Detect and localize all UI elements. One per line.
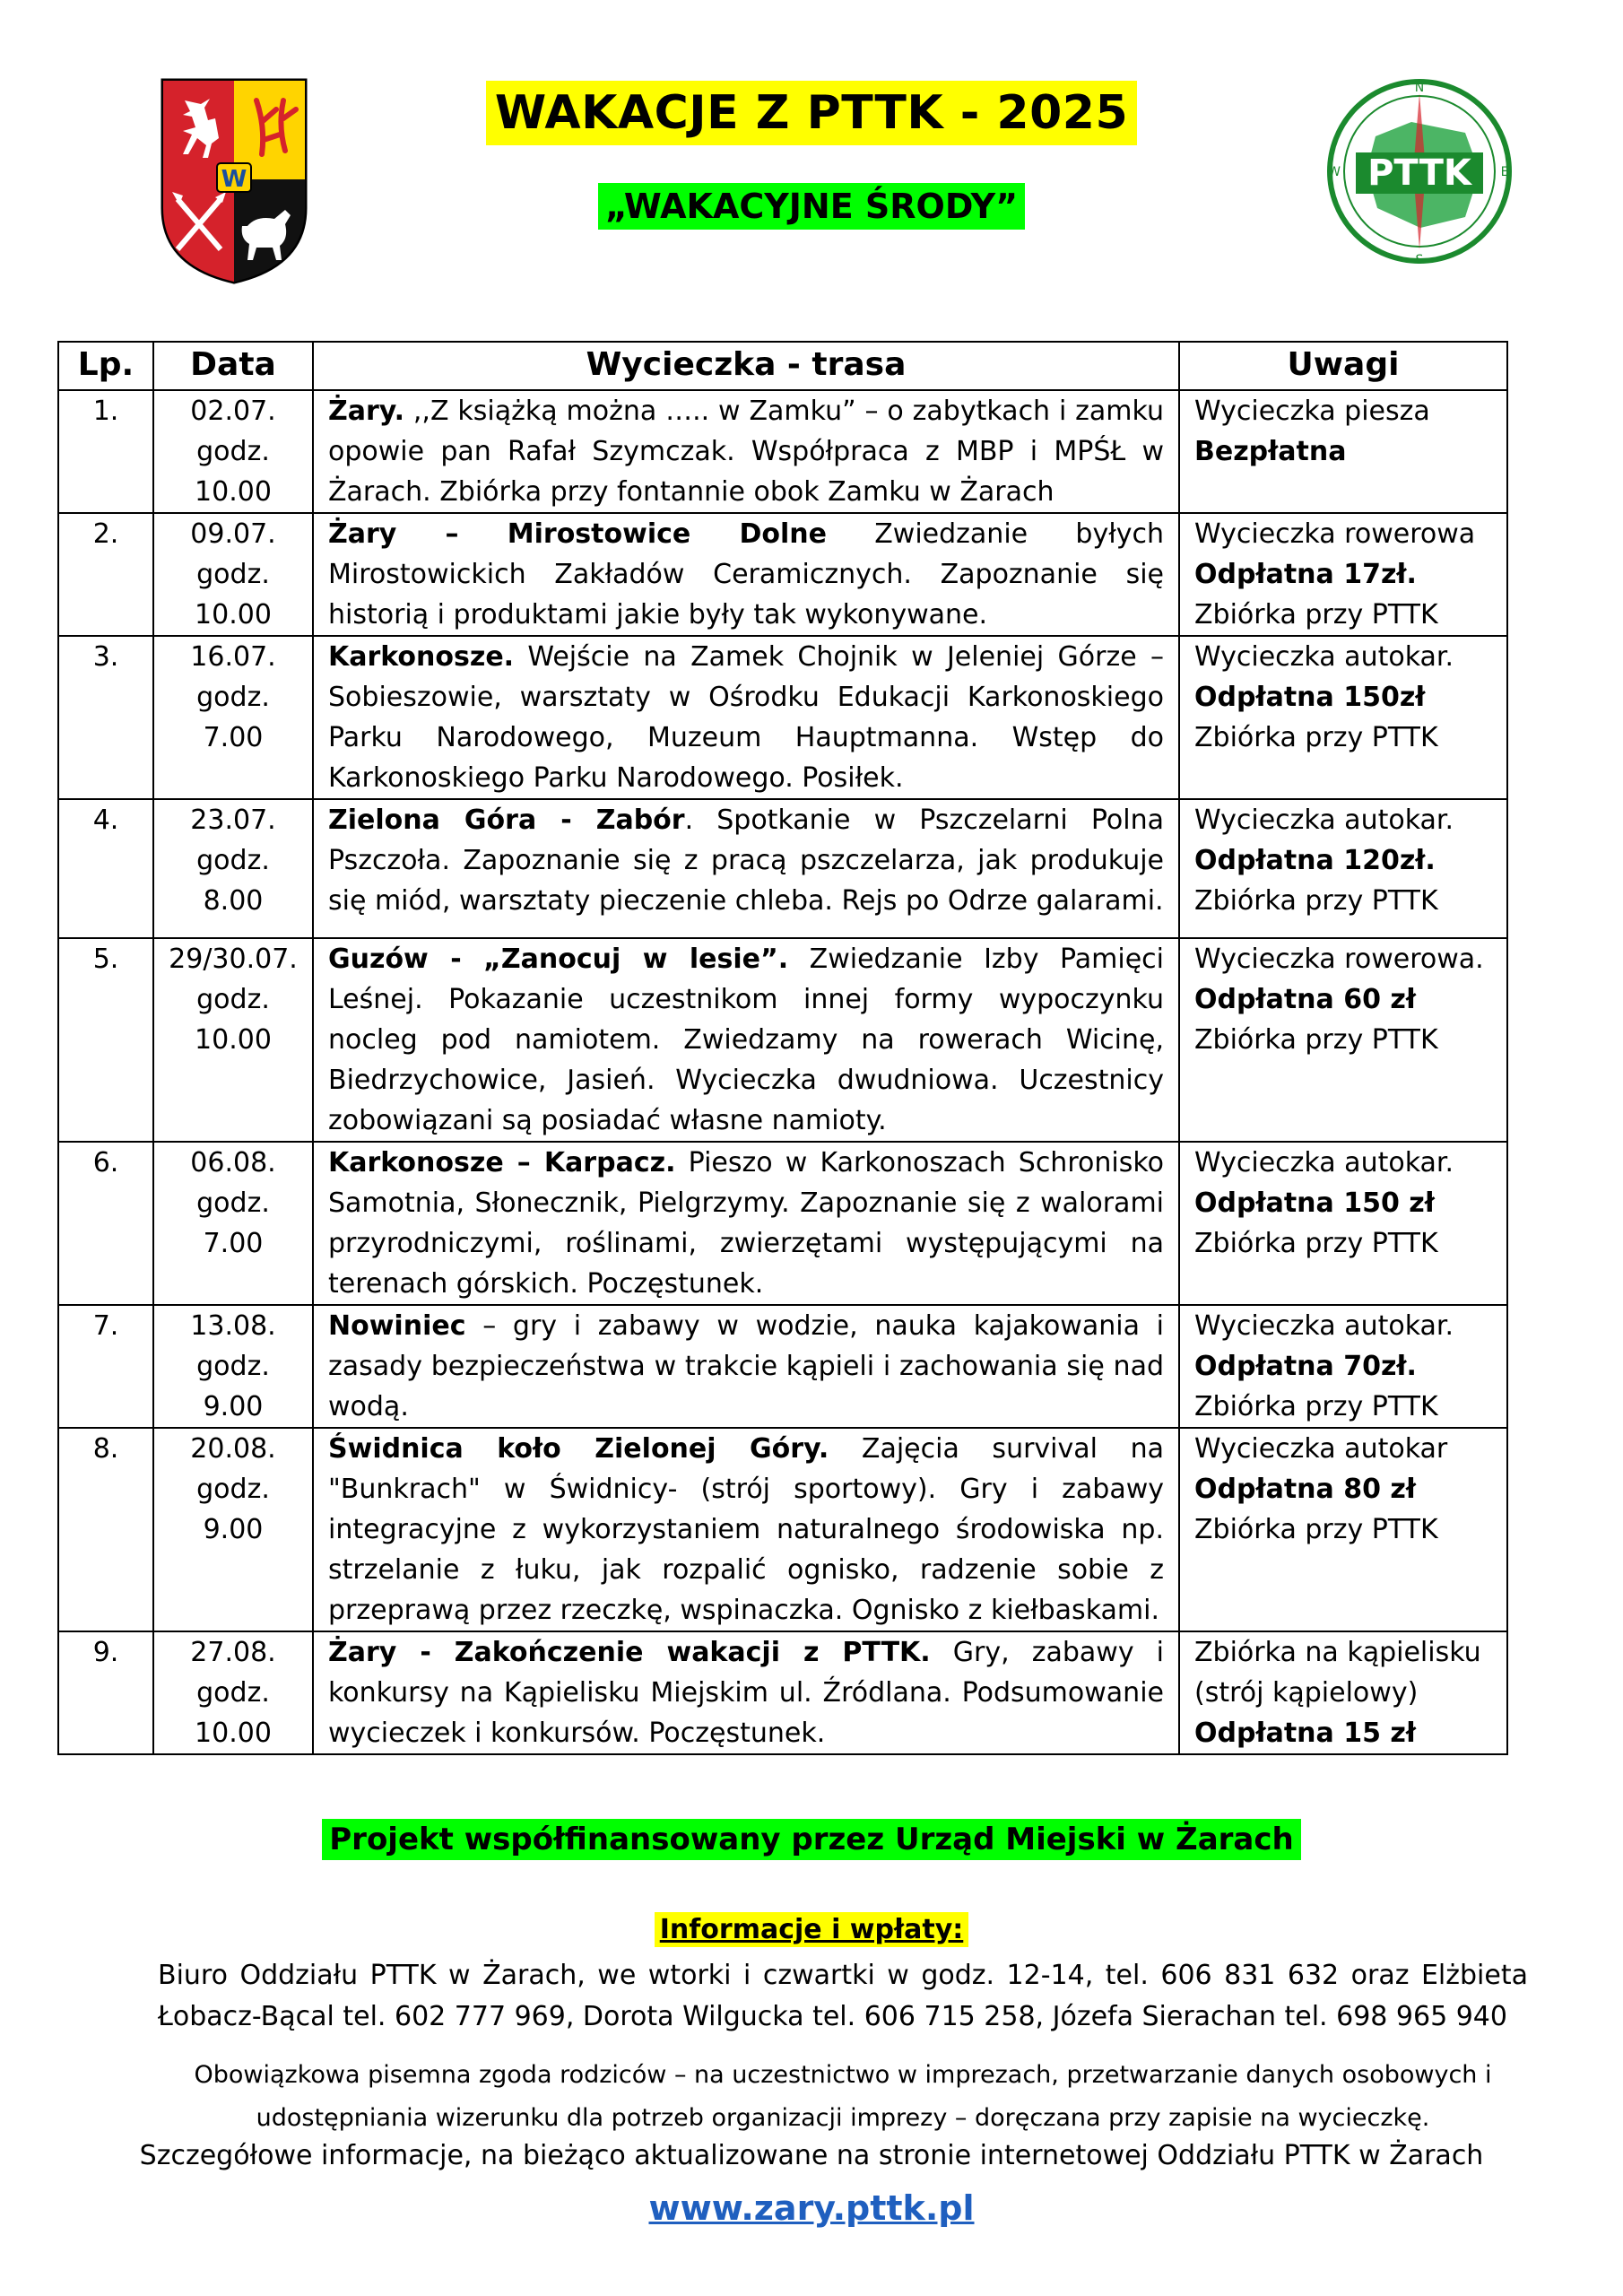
title-container — [0, 81, 1623, 145]
price: Odpłatna 150 zł — [1194, 1187, 1435, 1219]
subtitle-container — [0, 183, 1623, 230]
meeting-point: Zbiórka przy PTTK — [1194, 1228, 1438, 1259]
trip-type: Wycieczka rowerowa. — [1194, 944, 1484, 975]
cell-route — [313, 938, 1179, 1142]
info-heading-container — [0, 1912, 1623, 1947]
page-subtitle: „WAKACYJNE ŚRODY” — [598, 183, 1025, 230]
table-row — [58, 799, 1507, 938]
website-container — [0, 2188, 1623, 2228]
route-title: Karkonosze – Karpacz. — [328, 1147, 676, 1178]
funding-note: Projekt współfinansowany przez Urząd Miejski w Żarach — [322, 1819, 1300, 1860]
cell-route — [313, 799, 1179, 938]
trip-type: Wycieczka autokar. — [1194, 641, 1454, 673]
cell-route — [313, 1428, 1179, 1631]
date: 02.07. — [190, 396, 276, 427]
date: 29/30.07. — [169, 944, 298, 975]
cell-route — [313, 390, 1179, 513]
date: 09.07. — [190, 518, 276, 550]
time-label: godz. — [196, 436, 270, 467]
time-label: godz. — [196, 845, 270, 876]
cell-lp: 8. — [58, 1428, 153, 1631]
page-title: WAKACJE Z PTTK - 2025 — [486, 81, 1137, 145]
dress-code: (strój kąpielowy) — [1194, 1677, 1419, 1709]
route-title: Nowiniec — [328, 1310, 466, 1342]
trip-type: Wycieczka rowerowa — [1194, 518, 1476, 550]
cell-lp: 6. — [58, 1142, 153, 1305]
cell-date — [153, 1428, 313, 1631]
cell-date — [153, 636, 313, 799]
cell-lp: 3. — [58, 636, 153, 799]
time: 10.00 — [195, 1718, 272, 1749]
meeting-point: Zbiórka przy PTTK — [1194, 722, 1438, 753]
time: 8.00 — [203, 885, 264, 917]
meeting-point: Zbiórka na kąpielisku — [1194, 1637, 1481, 1668]
svg-text:E: E — [1500, 165, 1509, 179]
info-heading: Informacje i wpłaty: — [655, 1912, 969, 1947]
cell-notes — [1179, 938, 1507, 1142]
price: Bezpłatna — [1194, 436, 1347, 467]
funding-container — [0, 1819, 1623, 1860]
cell-route — [313, 1305, 1179, 1428]
table-row — [58, 938, 1507, 1142]
cell-date — [153, 390, 313, 513]
price: Odpłatna 150zł — [1194, 682, 1426, 713]
cell-notes — [1179, 513, 1507, 636]
time-label: godz. — [196, 1677, 270, 1709]
website-link[interactable]: www.zary.pttk.pl — [648, 2188, 975, 2228]
route-description: ,,Z książką można ….. w Zamku” – o zabytkach i zamku opowie pan Rafał Szymczak. Współpraca z MBP i MPŚŁ w Żarach. Zbiórka przy fontannie obok Zamku w Żarach — [328, 396, 1164, 508]
route-title: Guzów - „Zanocuj w lesie”. — [328, 944, 789, 975]
details-note: Szczegółowe informacje, na bieżąco aktualizowane na stronie internetowej Oddziału PTTK w Żarach — [139, 2140, 1484, 2171]
meeting-point: Zbiórka przy PTTK — [1194, 885, 1438, 917]
time: 9.00 — [203, 1514, 264, 1545]
cell-route — [313, 513, 1179, 636]
table-row — [58, 1428, 1507, 1631]
route-title: Świdnica koło Zielonej Góry. — [328, 1433, 829, 1465]
route-description: Pieszo w Karkonoszach Schronisko Samotnia, Słonecznik, Pielgrzymy. Zapoznanie się z walorami przyrodniczymi, roślinami, zwierzętami występującymi na terenach górskich. Poczęstunek. — [328, 1147, 1164, 1300]
trip-type: Wycieczka autokar. — [1194, 804, 1454, 836]
cell-notes — [1179, 1142, 1507, 1305]
date: 27.08. — [190, 1637, 276, 1668]
price: Odpłatna 70zł. — [1194, 1351, 1417, 1382]
route-title: Zielona Góra - Zabór — [328, 804, 685, 836]
cell-lp: 4. — [58, 799, 153, 938]
time-label: godz. — [196, 1474, 270, 1505]
svg-text:W: W — [221, 166, 247, 193]
table-row — [58, 636, 1507, 799]
table-header-row — [58, 342, 1507, 390]
cell-notes — [1179, 390, 1507, 513]
header-date: Data — [153, 342, 313, 390]
route-title: Żary. — [328, 396, 404, 427]
svg-text:S: S — [1415, 253, 1424, 267]
cell-notes — [1179, 636, 1507, 799]
cell-date — [153, 1305, 313, 1428]
cell-notes — [1179, 1305, 1507, 1428]
table-row — [58, 1631, 1507, 1754]
time-label: godz. — [196, 984, 270, 1015]
route-description: – gry i zabawy w wodzie, nauka kajakowania i zasady bezpieczeństwa w trakcie kąpieli i zachowania się nad wodą. — [328, 1310, 1164, 1422]
price: Odpłatna 80 zł — [1194, 1474, 1417, 1505]
parental-consent-note: Obowiązkowa pisemna zgoda rodziców – na uczestnictwo w imprezach, przetwarzanie danych osobowych i udostępniania wizerunku dla potrzeb organizacji imprezy – doręczana przy zapisie na wycieczkę. — [194, 2061, 1492, 2132]
route-description: Zajęcia survival na "Bunkrach" w Świdnicy- (strój sportowy). Gry i zabawy integracyjne z wykorzystaniem naturalnego środowiska np. strzelanie z łuku, jak rozpalić ognisko, radzenie sobie z przeprawą przez rzeczkę, wspinaczka. Ognisko z kiełbaskami. — [328, 1433, 1164, 1626]
route-description: Zwiedzanie Izby Pamięci Leśnej. Pokazanie uczestnikom innej formy wypoczynku nocleg pod namiotem. Zwiedzamy na rowerach Wicinę, Biedrzychowice, Jasień. Wycieczka dwudniowa. Uczestnicy zobowiązani są posiadać własne namioty. — [328, 944, 1164, 1136]
route-description: Wejście na Zamek Chojnik w Jeleniej Górze – Sobieszowie, warsztaty w Ośrodku Edukacji Karkonoskiego Parku Narodowego, Muzeum Hauptmanna. Wstęp do Karkonoskiego Parku Narodowego. Posiłek. — [328, 641, 1164, 794]
table-row — [58, 390, 1507, 513]
date: 16.07. — [190, 641, 276, 673]
time-label: godz. — [196, 682, 270, 713]
table-row — [58, 1305, 1507, 1428]
route-title: Karkonosze. — [328, 641, 515, 673]
cell-lp: 9. — [58, 1631, 153, 1754]
cell-date — [153, 1631, 313, 1754]
trip-type: Wycieczka autokar — [1194, 1433, 1448, 1465]
contact-info: Biuro Oddziału PTTK w Żarach, we wtorki i czwartki w godz. 12-14, tel. 606 831 632 oraz Elżbieta Łobacz-Bącal tel. 602 777 969, Dorota Wilgucka tel. 606 715 258, Józefa Sierachan tel. 698 965 940 — [158, 1960, 1528, 2032]
date: 23.07. — [190, 804, 276, 836]
price: Odpłatna 17zł. — [1194, 559, 1417, 590]
cell-date — [153, 513, 313, 636]
time-label: godz. — [196, 1187, 270, 1219]
route-description: Zwiedzanie byłych Mirostowickich Zakładów Ceramicznych. Zapoznanie się historią i produktami jakie były tak wykonywane. — [328, 518, 1164, 631]
trip-type: Wycieczka autokar. — [1194, 1147, 1454, 1178]
svg-text:PTTK: PTTK — [1367, 152, 1471, 194]
route-description: . Spotkanie w Pszczelarni Polna Pszczoła. Zapoznanie się z pracą pszczelarza, jak produkuje się miód, warsztaty pieczenie chleba. Rejs po Odrze galarami. — [328, 804, 1165, 917]
route-description: Gry, zabawy i konkursy na Kąpielisku Miejskim ul. Źródlana. Podsumowanie wycieczek i konkursów. Poczęstunek. — [328, 1637, 1165, 1749]
svg-text:N: N — [1414, 81, 1425, 95]
time: 10.00 — [195, 1024, 272, 1056]
cell-route — [313, 1631, 1179, 1754]
time: 7.00 — [203, 722, 264, 753]
cell-date — [153, 938, 313, 1142]
date: 06.08. — [190, 1147, 276, 1178]
table-row — [58, 513, 1507, 636]
price: Odpłatna 60 zł — [1194, 984, 1417, 1015]
cell-date — [153, 799, 313, 938]
trip-type: Wycieczka piesza — [1194, 396, 1430, 427]
header-lp: Lp. — [58, 342, 153, 390]
time: 10.00 — [195, 599, 272, 631]
time: 9.00 — [203, 1391, 264, 1422]
cell-lp: 1. — [58, 390, 153, 513]
cell-lp: 2. — [58, 513, 153, 636]
time: 10.00 — [195, 476, 272, 508]
trip-type: Wycieczka autokar. — [1194, 1310, 1454, 1342]
svg-text:W: W — [1328, 165, 1341, 179]
meeting-point: Zbiórka przy PTTK — [1194, 1024, 1438, 1056]
time: 7.00 — [203, 1228, 264, 1259]
price: Odpłatna 15 zł — [1194, 1718, 1417, 1749]
meeting-point: Zbiórka przy PTTK — [1194, 599, 1438, 631]
date: 20.08. — [190, 1433, 276, 1465]
schedule-rows — [58, 390, 1507, 1754]
time-label: godz. — [196, 1351, 270, 1382]
cell-lp: 7. — [58, 1305, 153, 1428]
cell-notes — [1179, 1428, 1507, 1631]
route-title: Żary - Zakończenie wakacji z PTTK. — [328, 1637, 931, 1668]
header-notes: Uwagi — [1179, 342, 1507, 390]
meeting-point: Zbiórka przy PTTK — [1194, 1391, 1438, 1422]
header-route: Wycieczka - trasa — [313, 342, 1179, 390]
price: Odpłatna 120zł. — [1194, 845, 1436, 876]
cell-lp: 5. — [58, 938, 153, 1142]
table-row — [58, 1142, 1507, 1305]
time-label: godz. — [196, 559, 270, 590]
date: 13.08. — [190, 1310, 276, 1342]
cell-notes — [1179, 799, 1507, 938]
route-title: Żary – Mirostowice Dolne — [328, 518, 827, 550]
cell-notes — [1179, 1631, 1507, 1754]
cell-date — [153, 1142, 313, 1305]
meeting-point: Zbiórka przy PTTK — [1194, 1514, 1438, 1545]
cell-route — [313, 636, 1179, 799]
cell-route — [313, 1142, 1179, 1305]
schedule-table — [57, 341, 1508, 1755]
